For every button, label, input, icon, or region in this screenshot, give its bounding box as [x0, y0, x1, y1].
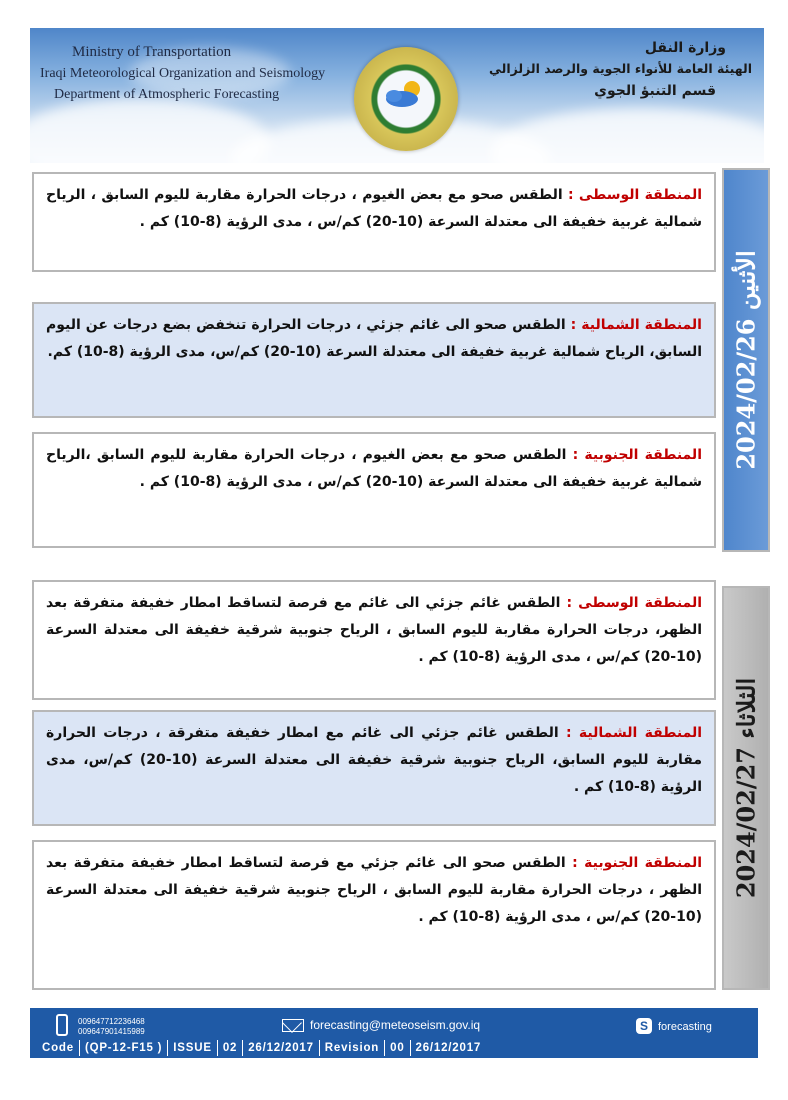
region-label: المنطقة الجنوبية :	[572, 447, 702, 463]
ministry-name-ar: وزارة النقل	[644, 40, 726, 56]
revision-number: 00	[384, 1040, 409, 1056]
email-contact[interactable]	[282, 1018, 480, 1032]
revision-date: 26/12/2017	[410, 1040, 487, 1056]
department-name-ar: قسم التنبؤ الجوي	[594, 83, 716, 99]
forecast-day2-south	[32, 840, 716, 990]
ministry-name-en: Ministry of Transportation	[72, 44, 232, 60]
region-label: المنطقة الشمالية :	[570, 317, 702, 333]
phone-number: 009647901415989	[78, 1027, 145, 1036]
forecast-day1-central	[32, 172, 716, 272]
forecast-day2-north	[32, 710, 716, 826]
region-forecast: الطقس صحو مع بعض الغيوم ، درجات الحرارة مقاربة لليوم السابق ،الرياح شمالية غربية خفيفة الى معتدلة السرعة (10-20) كم/س ، مدى الرؤية (8-10) كم .	[46, 447, 702, 490]
issue-number: 02	[217, 1040, 242, 1056]
header-english	[40, 42, 326, 105]
region-label: المنطقة الشمالية :	[565, 725, 703, 741]
footer-bar	[30, 1008, 758, 1058]
header-banner	[30, 28, 764, 163]
forecast-day1-south	[32, 432, 716, 548]
organization-name-ar: الهيئة العامة للأنواء الجوية والرصد الزلزالي	[489, 61, 752, 76]
meteorological-seal-logo	[354, 47, 458, 151]
email-address[interactable]: forecasting@meteoseism.gov.iq	[310, 1018, 481, 1032]
phone-number: 009647712236468	[78, 1017, 145, 1026]
region-forecast: الطقس صحو الى غائم جزئي ، درجات الحرارة تنخفض بضع درجات عن اليوم السابق، الرياح شمالية غربية خفيفة الى معتدلة السرعة (10-20) كم/س، مدى الرؤية (8-10) كم.	[46, 317, 702, 360]
code-label: Code	[42, 1042, 74, 1054]
date-bar-day1	[722, 168, 770, 552]
issue-date: 26/12/2017	[242, 1040, 319, 1056]
cloud-decoration	[490, 108, 764, 163]
revision-label: Revision	[319, 1040, 384, 1056]
date-bar-day2	[722, 586, 770, 990]
document-code-row	[30, 1040, 758, 1056]
skype-contact[interactable]	[636, 1018, 712, 1034]
forecast-day1-north	[32, 302, 716, 418]
region-forecast: الطقس صحو الى غائم جزئي مع فرصة لتساقط امطار خفيفة متفرقة بعد الظهر ، درجات الحرارة مقاربة لليوم السابق ، الرياح جنوبية شرقية خفيفة الى معتدلة السرعة (10-20) كم/س ، مدى الرؤية (8-10) كم .	[46, 855, 702, 925]
header-arabic	[489, 38, 752, 102]
department-name-en: Department of Atmospheric Forecasting	[54, 87, 280, 102]
forecast-day2-central	[32, 580, 716, 700]
region-label: المنطقة الوسطى :	[566, 595, 702, 611]
skype-handle[interactable]: forecasting	[658, 1021, 712, 1033]
date-label: الأثنين 2024/02/26	[731, 250, 761, 470]
phone-icon	[56, 1014, 68, 1036]
code-value: (QP-12-F15 )	[79, 1040, 167, 1056]
issue-label: ISSUE	[167, 1040, 217, 1056]
mail-icon	[282, 1019, 304, 1032]
region-forecast: الطقس غائم جزئي الى غائم مع فرصة لتساقط امطار خفيفة متفرقة بعد الظهر، درجات الحرارة مقاربة لليوم السابق ، الرياح جنوبية شرقية خفيفة الى معتدلة السرعة (10-20) كم/س ، مدى الرؤية (8-10) كم .	[46, 595, 702, 665]
cloud-sun-icon	[384, 79, 428, 109]
phone-numbers	[78, 1017, 145, 1037]
skype-icon: S	[636, 1018, 652, 1034]
region-forecast: الطقس غائم جزئي الى غائم مع امطار خفيفة متفرقة ، درجات الحرارة مقاربة لليوم السابق، الرياح جنوبية شرقية خفيفة الى معتدلة السرعة (10-20) كم/س، مدى الرؤية (8-10) كم .	[46, 725, 702, 795]
region-forecast: الطقس صحو مع بعض الغيوم ، درجات الحرارة مقاربة لليوم السابق ، الرياح شمالية غربية خفيفة الى معتدلة السرعة (10-20) كم/س ، مدى الرؤية (8-10) كم .	[46, 187, 702, 230]
region-label: المنطقة الجنوبية :	[572, 855, 703, 871]
region-label: المنطقة الوسطى :	[567, 187, 702, 203]
organization-name-en: Iraqi Meteorological Organization and Seismology	[40, 66, 326, 81]
date-label: الثلاثاء 2024/02/27	[731, 677, 761, 899]
